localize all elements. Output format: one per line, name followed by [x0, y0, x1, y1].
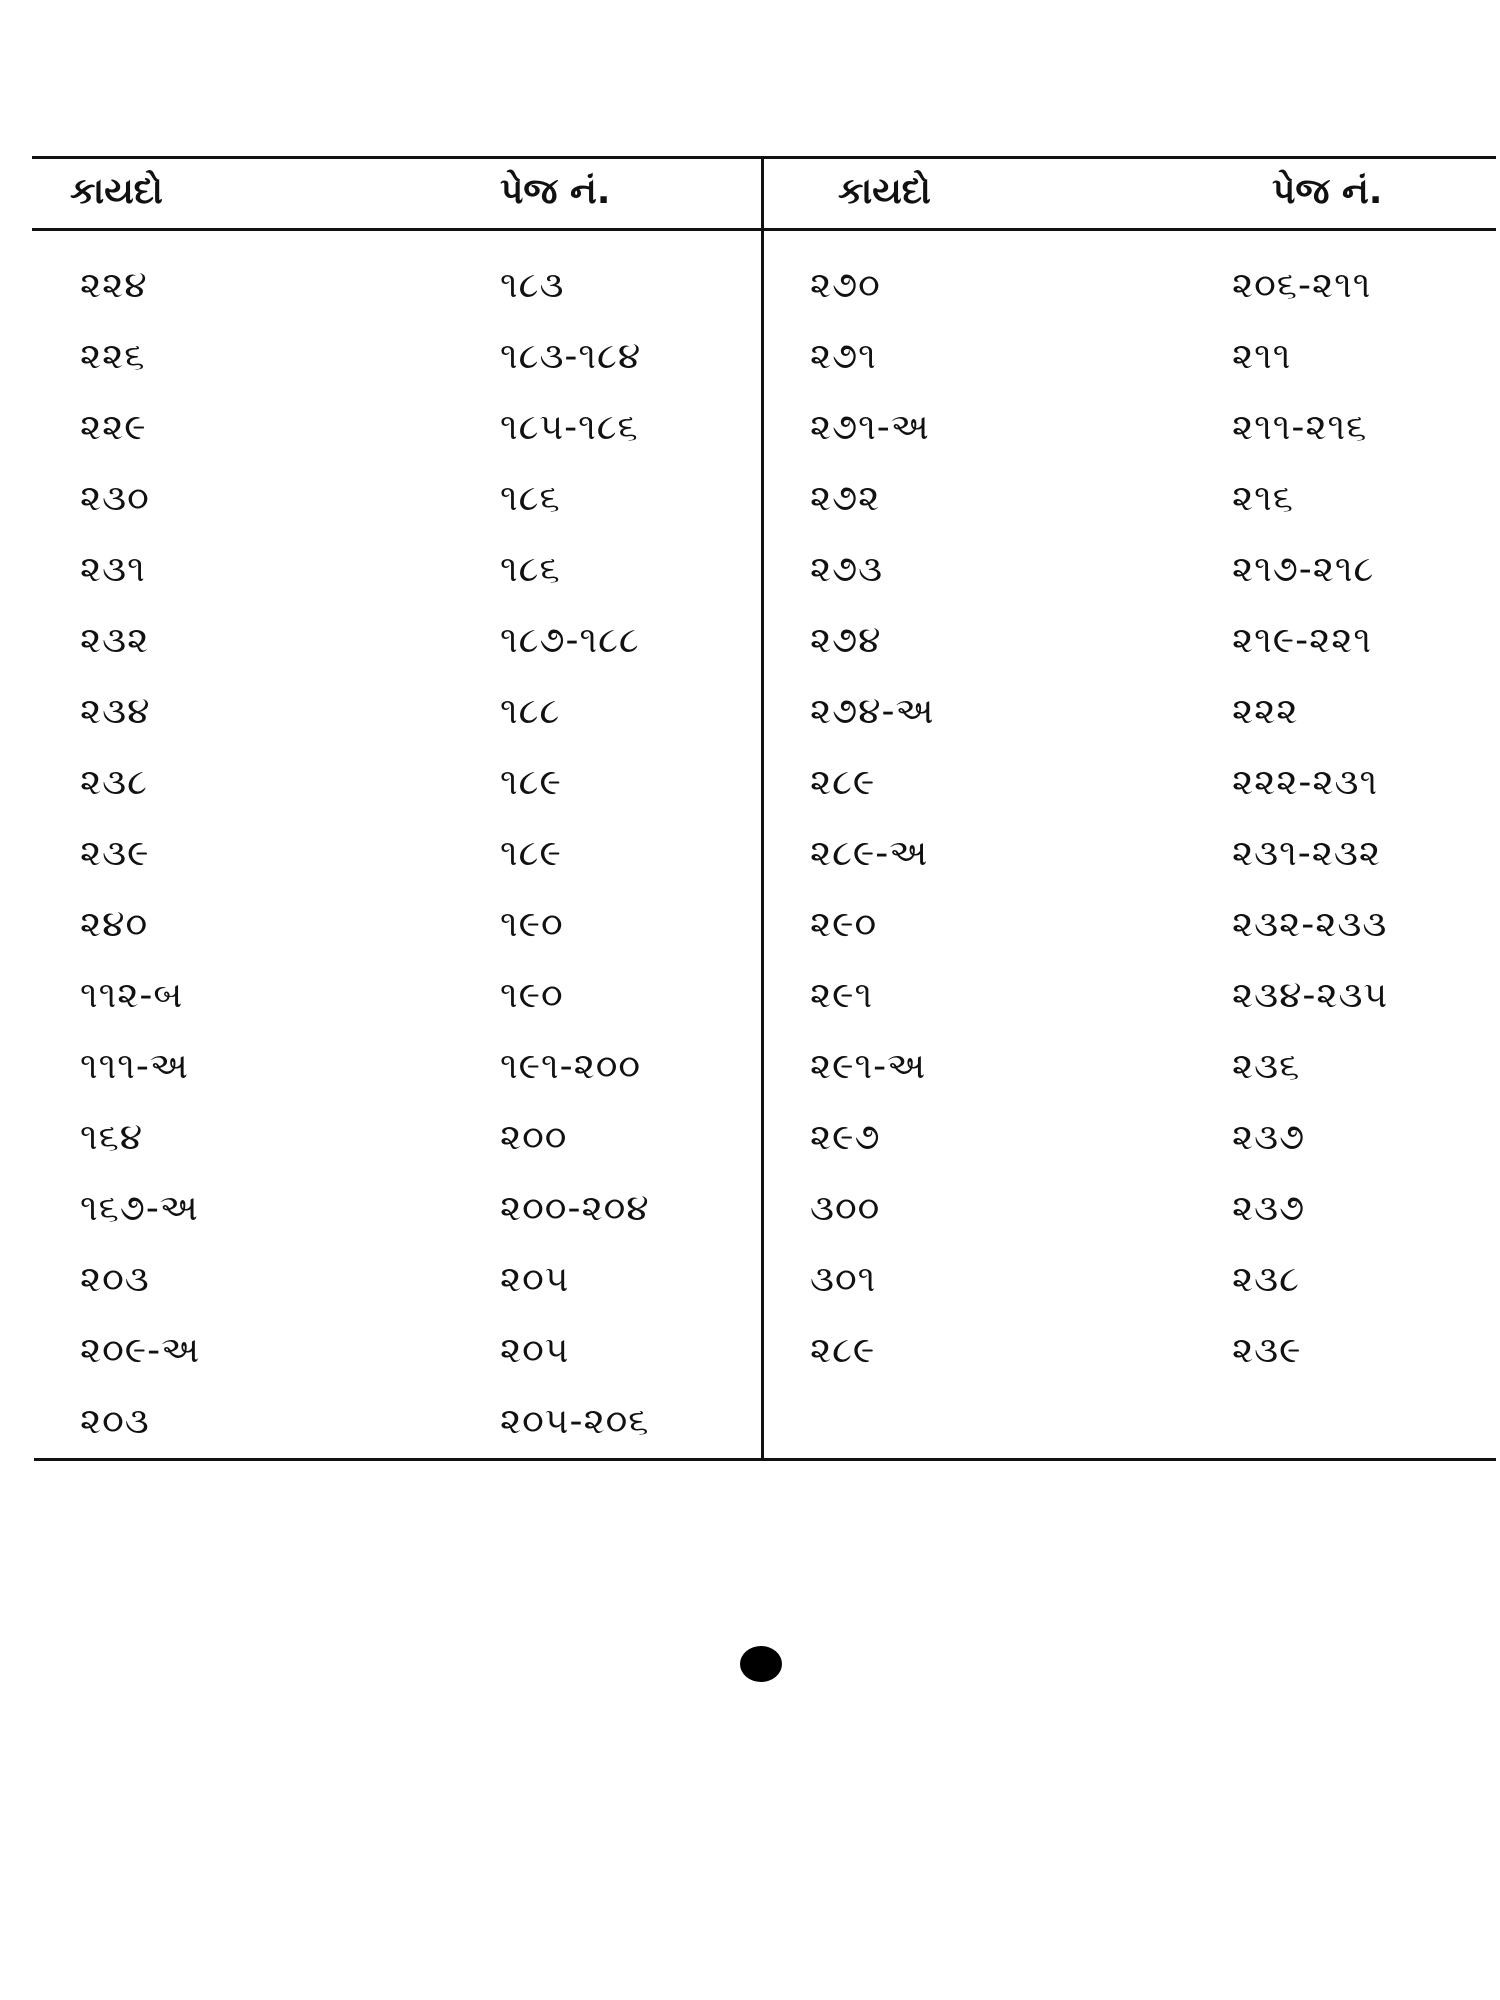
- left-law-column: [80, 262, 200, 1469]
- right-page-column: [1232, 262, 1388, 1398]
- left-law-cell: ૨૩૮: [80, 762, 148, 803]
- right-law-cell: ૨૭૨: [810, 478, 881, 519]
- right-law-cell: ૩૦૦: [810, 1188, 881, 1229]
- right-page-cell: ૨૨૨-૨૩૧: [1232, 762, 1379, 803]
- left-law-cell: ૨૨૬: [80, 336, 146, 377]
- left-page-cell: ૧૮૩-૧૮૪: [500, 336, 642, 377]
- left-page-cell: ૨૦૫: [500, 1259, 570, 1300]
- header-law-left: કાયદો: [70, 171, 163, 212]
- left-page-cell: ૧૮૯: [500, 762, 562, 803]
- left-law-cell: ૨૦૩: [80, 1259, 150, 1300]
- right-law-cell: ૨૮૯: [810, 762, 876, 803]
- right-law-cell: ૨૯૭: [810, 1117, 881, 1158]
- left-page-cell: ૨૦૦: [500, 1117, 568, 1158]
- left-law-cell: ૨૦૩: [80, 1401, 150, 1442]
- right-page-cell: ૨૩૭: [1232, 1117, 1306, 1158]
- header-page-right: પેજ નં.: [1272, 171, 1383, 212]
- left-law-cell: ૨૪૦: [80, 904, 149, 945]
- table-top-rule: [32, 156, 1496, 159]
- header-page-left: પેજ નં.: [500, 171, 611, 212]
- table-center-divider: [761, 156, 764, 1461]
- left-law-cell: ૧૧૨-બ: [80, 975, 184, 1016]
- left-law-cell: ૨૦૯-અ: [80, 1330, 201, 1371]
- right-law-cell: ૩૦૧: [810, 1259, 877, 1300]
- right-law-cell: ૨૭૧-અ: [810, 407, 930, 448]
- right-page-cell: ૨૩૪-૨૩૫: [1232, 975, 1389, 1016]
- left-page-cell: ૧૮૬: [500, 478, 561, 519]
- left-page-cell: ૧૯૦: [500, 904, 564, 945]
- left-law-cell: ૨૩૦: [80, 478, 150, 519]
- right-page-cell: ૨૩૮: [1232, 1259, 1300, 1300]
- left-law-cell: ૨૨૪: [80, 265, 148, 306]
- left-page-column: [500, 262, 650, 1469]
- right-law-cell: ૨૯૦: [810, 904, 878, 945]
- table-header-rule: [32, 228, 1496, 231]
- right-page-cell: ૨૨૨: [1232, 691, 1299, 732]
- right-law-cell: ૨૮૯: [810, 1330, 876, 1371]
- left-page-cell: ૧૮૮: [500, 691, 561, 732]
- left-page-cell: ૨૦૫-૨૦૬: [500, 1401, 650, 1442]
- right-law-cell: ૨૮૯-અ: [810, 833, 929, 874]
- right-page-cell: ૨૧૯-૨૨૧: [1232, 620, 1372, 661]
- right-page-cell: ૨૧૬: [1232, 478, 1294, 519]
- left-law-cell: ૧૬૭-અ: [80, 1188, 199, 1229]
- right-page-cell: ૨૧૭-૨૧૮: [1232, 549, 1375, 590]
- right-law-cell: ૨૭૧: [810, 336, 877, 377]
- right-law-cell: ૨૭૪-અ: [810, 691, 935, 732]
- right-law-cell: ૨૯૧-અ: [810, 1046, 927, 1087]
- table-bottom-rule: [34, 1458, 1496, 1461]
- right-law-column: [810, 262, 934, 1398]
- right-page-cell: ૨૩૭: [1232, 1188, 1306, 1229]
- header-law-right: કાયદો: [838, 171, 931, 212]
- right-page-cell: ૨૧૧: [1232, 336, 1292, 377]
- left-page-cell: ૨૦૫: [500, 1330, 570, 1371]
- right-page-cell: ૨૩૨-૨૩૩: [1232, 904, 1388, 945]
- left-law-cell: ૨૩૨: [80, 620, 150, 661]
- right-law-cell: ૨૯૧: [810, 975, 874, 1016]
- left-law-cell: ૧૧૧-અ: [80, 1046, 189, 1087]
- right-page-cell: ૨૩૧-૨૩૨: [1232, 833, 1381, 874]
- left-page-cell: ૧૮૩: [500, 265, 565, 306]
- left-law-cell: ૨૩૪: [80, 691, 151, 732]
- right-page-cell: ૨૦૬-૨૧૧: [1232, 265, 1372, 306]
- left-page-cell: ૧૮૬: [500, 549, 561, 590]
- left-page-cell: ૧૮૫-૧૮૬: [500, 407, 639, 448]
- left-law-cell: ૧૬૪: [80, 1117, 144, 1158]
- left-page-cell: ૨૦૦-૨૦૪: [500, 1188, 650, 1229]
- left-law-cell: ૨૩૧: [80, 549, 146, 590]
- ornament-dot: [740, 1646, 782, 1682]
- right-law-cell: ૨૭૪: [810, 620, 882, 661]
- right-page-cell: ૨૧૧-૨૧૬: [1232, 407, 1368, 448]
- left-law-cell: ૨૨૯: [80, 407, 147, 448]
- left-page-cell: ૧૯૧-૨૦૦: [500, 1046, 642, 1087]
- left-page-cell: ૧૮૭-૧૮૮: [500, 620, 640, 661]
- right-page-cell: ૨૩૯: [1232, 1330, 1302, 1371]
- left-page-cell: ૧૯૦: [500, 975, 564, 1016]
- left-page-cell: ૧૮૯: [500, 833, 562, 874]
- left-law-cell: ૨૩૯: [80, 833, 150, 874]
- right-law-cell: ૨૭૩: [810, 549, 884, 590]
- right-page-cell: ૨૩૬: [1232, 1046, 1301, 1087]
- right-law-cell: ૨૭૦: [810, 265, 881, 306]
